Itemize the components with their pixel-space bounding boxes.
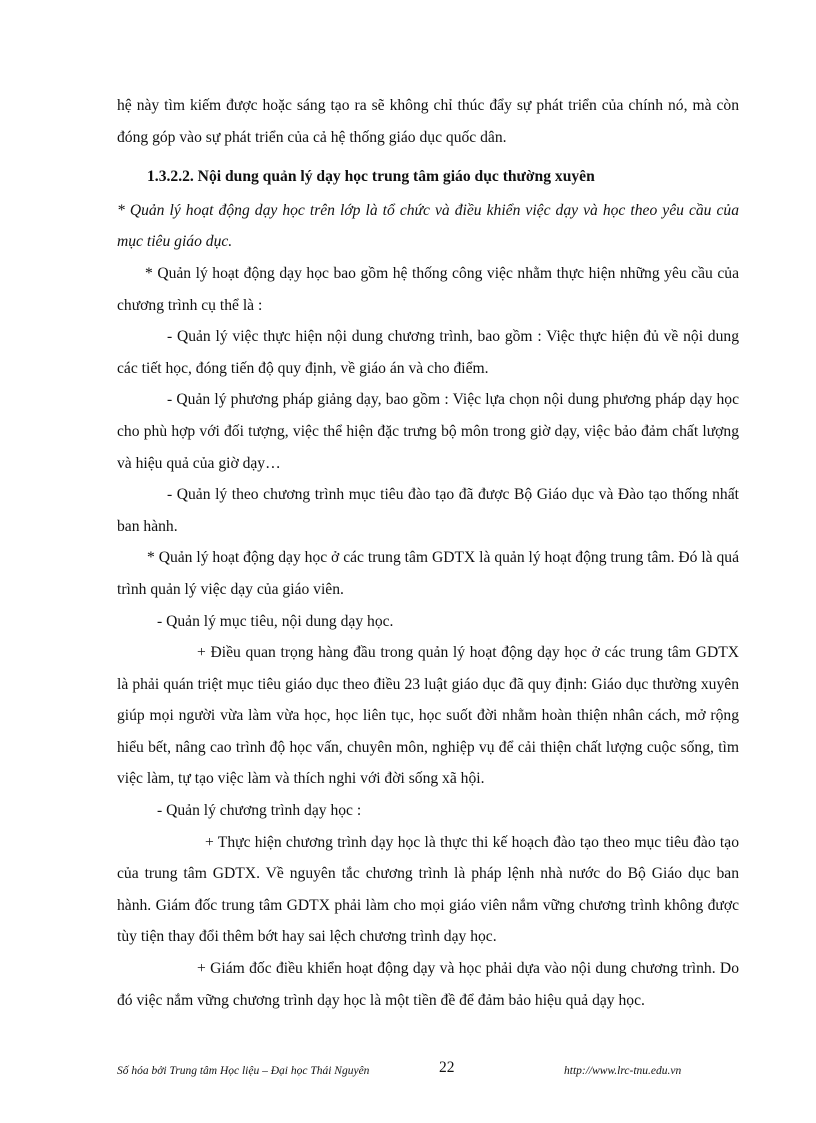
page-footer [117, 1059, 717, 1087]
footer-source: Số hóa bởi Trung tâm Học liệu – Đại học Thái Nguyên [117, 1065, 370, 1077]
paragraph-management-tasks: * Quản lý hoạt động dạy học bao gồm hệ thống công việc nhằm thực hiện những yêu cầu của chương trình cụ thể là : [117, 264, 739, 314]
paragraph-program-objectives: - Quản lý theo chương trình mục tiêu đào tạo đã được Bộ Giáo dục và Đào tạo thống nhất ban hành. [117, 486, 739, 535]
paragraph-director-control: + Giám đốc điều khiển hoạt động dạy và học phải dựa vào nội dung chương trình. Do đó việc nắm vững chương trình dạy học là một tiền đề để đảm bảo hiệu quả dạy học. [117, 960, 739, 1009]
page-number: 22 [439, 1059, 455, 1076]
paragraph-objectives-content: - Quản lý mục tiêu, nội dung dạy học. [157, 612, 394, 630]
footer-url: http://www.lrc-tnu.edu.vn [564, 1065, 682, 1077]
paragraph-gdtx-management: * Quản lý hoạt động dạy học ở các trung tâm GDTX là quản lý hoạt động trung tâm. Đó là quá trình quản lý việc dạy của giáo viên. [117, 549, 740, 598]
paragraph-curriculum-implementation: + Thực hiện chương trình dạy học là thực thi kế hoạch đào tạo theo mục tiêu đào tạo của trung tâm GDTX. Về nguyên tắc chương trình là pháp lệnh nhà nước do Bộ Giáo dục ban hành. Giám đốc trung tâm GDTX phải làm cho mọi giáo viên nắm vững chương trình không được tùy tiện thay đổi thêm bớt hay sai lệch chương trình dạy học. [117, 833, 739, 946]
paragraph-program-content: - Quản lý việc thực hiện nội dung chương trình, bao gồm : Việc thực hiện đủ về nội dung các tiết học, đóng tiến độ quy định, về giáo án và cho điểm. [117, 328, 739, 377]
paragraph-curriculum-management: - Quản lý chương trình dạy học : [157, 802, 362, 820]
page-body [117, 90, 739, 1016]
paragraph-key-point: + Điều quan trọng hàng đầu trong quản lý hoạt động dạy học ở các trung tâm GDTX là phải quán triệt mục tiêu giáo dục theo điều 23 luật giáo dục đã quy định: Giáo dục thường xuyên giúp mọi người vừa làm vừa học, học liên tục, học suốt đời nhằm hoàn thiện nhân cách, mở rộng hiểu bết, nâng cao trình độ học vấn, chuyên môn, nghiệp vụ để cải thiện chất lượng cuộc sống, tìm việc làm, tự tạo việc làm và thích nghi với đời sống xã hội. [117, 644, 739, 788]
section-heading: 1.3.2.2. Nội dung quản lý dạy học trung tâm giáo dục thường xuyên [147, 168, 595, 186]
paragraph-continuation: hệ này tìm kiếm được hoặc sáng tạo ra sẽ không chỉ thúc đẩy sự phát triển của chính nó, mà còn đóng góp vào sự phát triển của cả hệ thống giáo dục quốc dân. [117, 97, 739, 146]
paragraph-italic-definition: * Quản lý hoạt động dạy học trên lớp là tổ chức và điều khiển việc dạy và học theo yêu cầu của mục tiêu giáo dục. [117, 201, 739, 251]
paragraph-teaching-methods: - Quản lý phương pháp giảng dạy, bao gồm : Việc lựa chọn nội dung phương pháp dạy học cho phù hợp với đối tượng, việc thể hiện đặc trưng bộ môn trong giờ dạy, việc bảo đảm chất lượng và hiệu quả của giờ dạy… [117, 391, 739, 472]
